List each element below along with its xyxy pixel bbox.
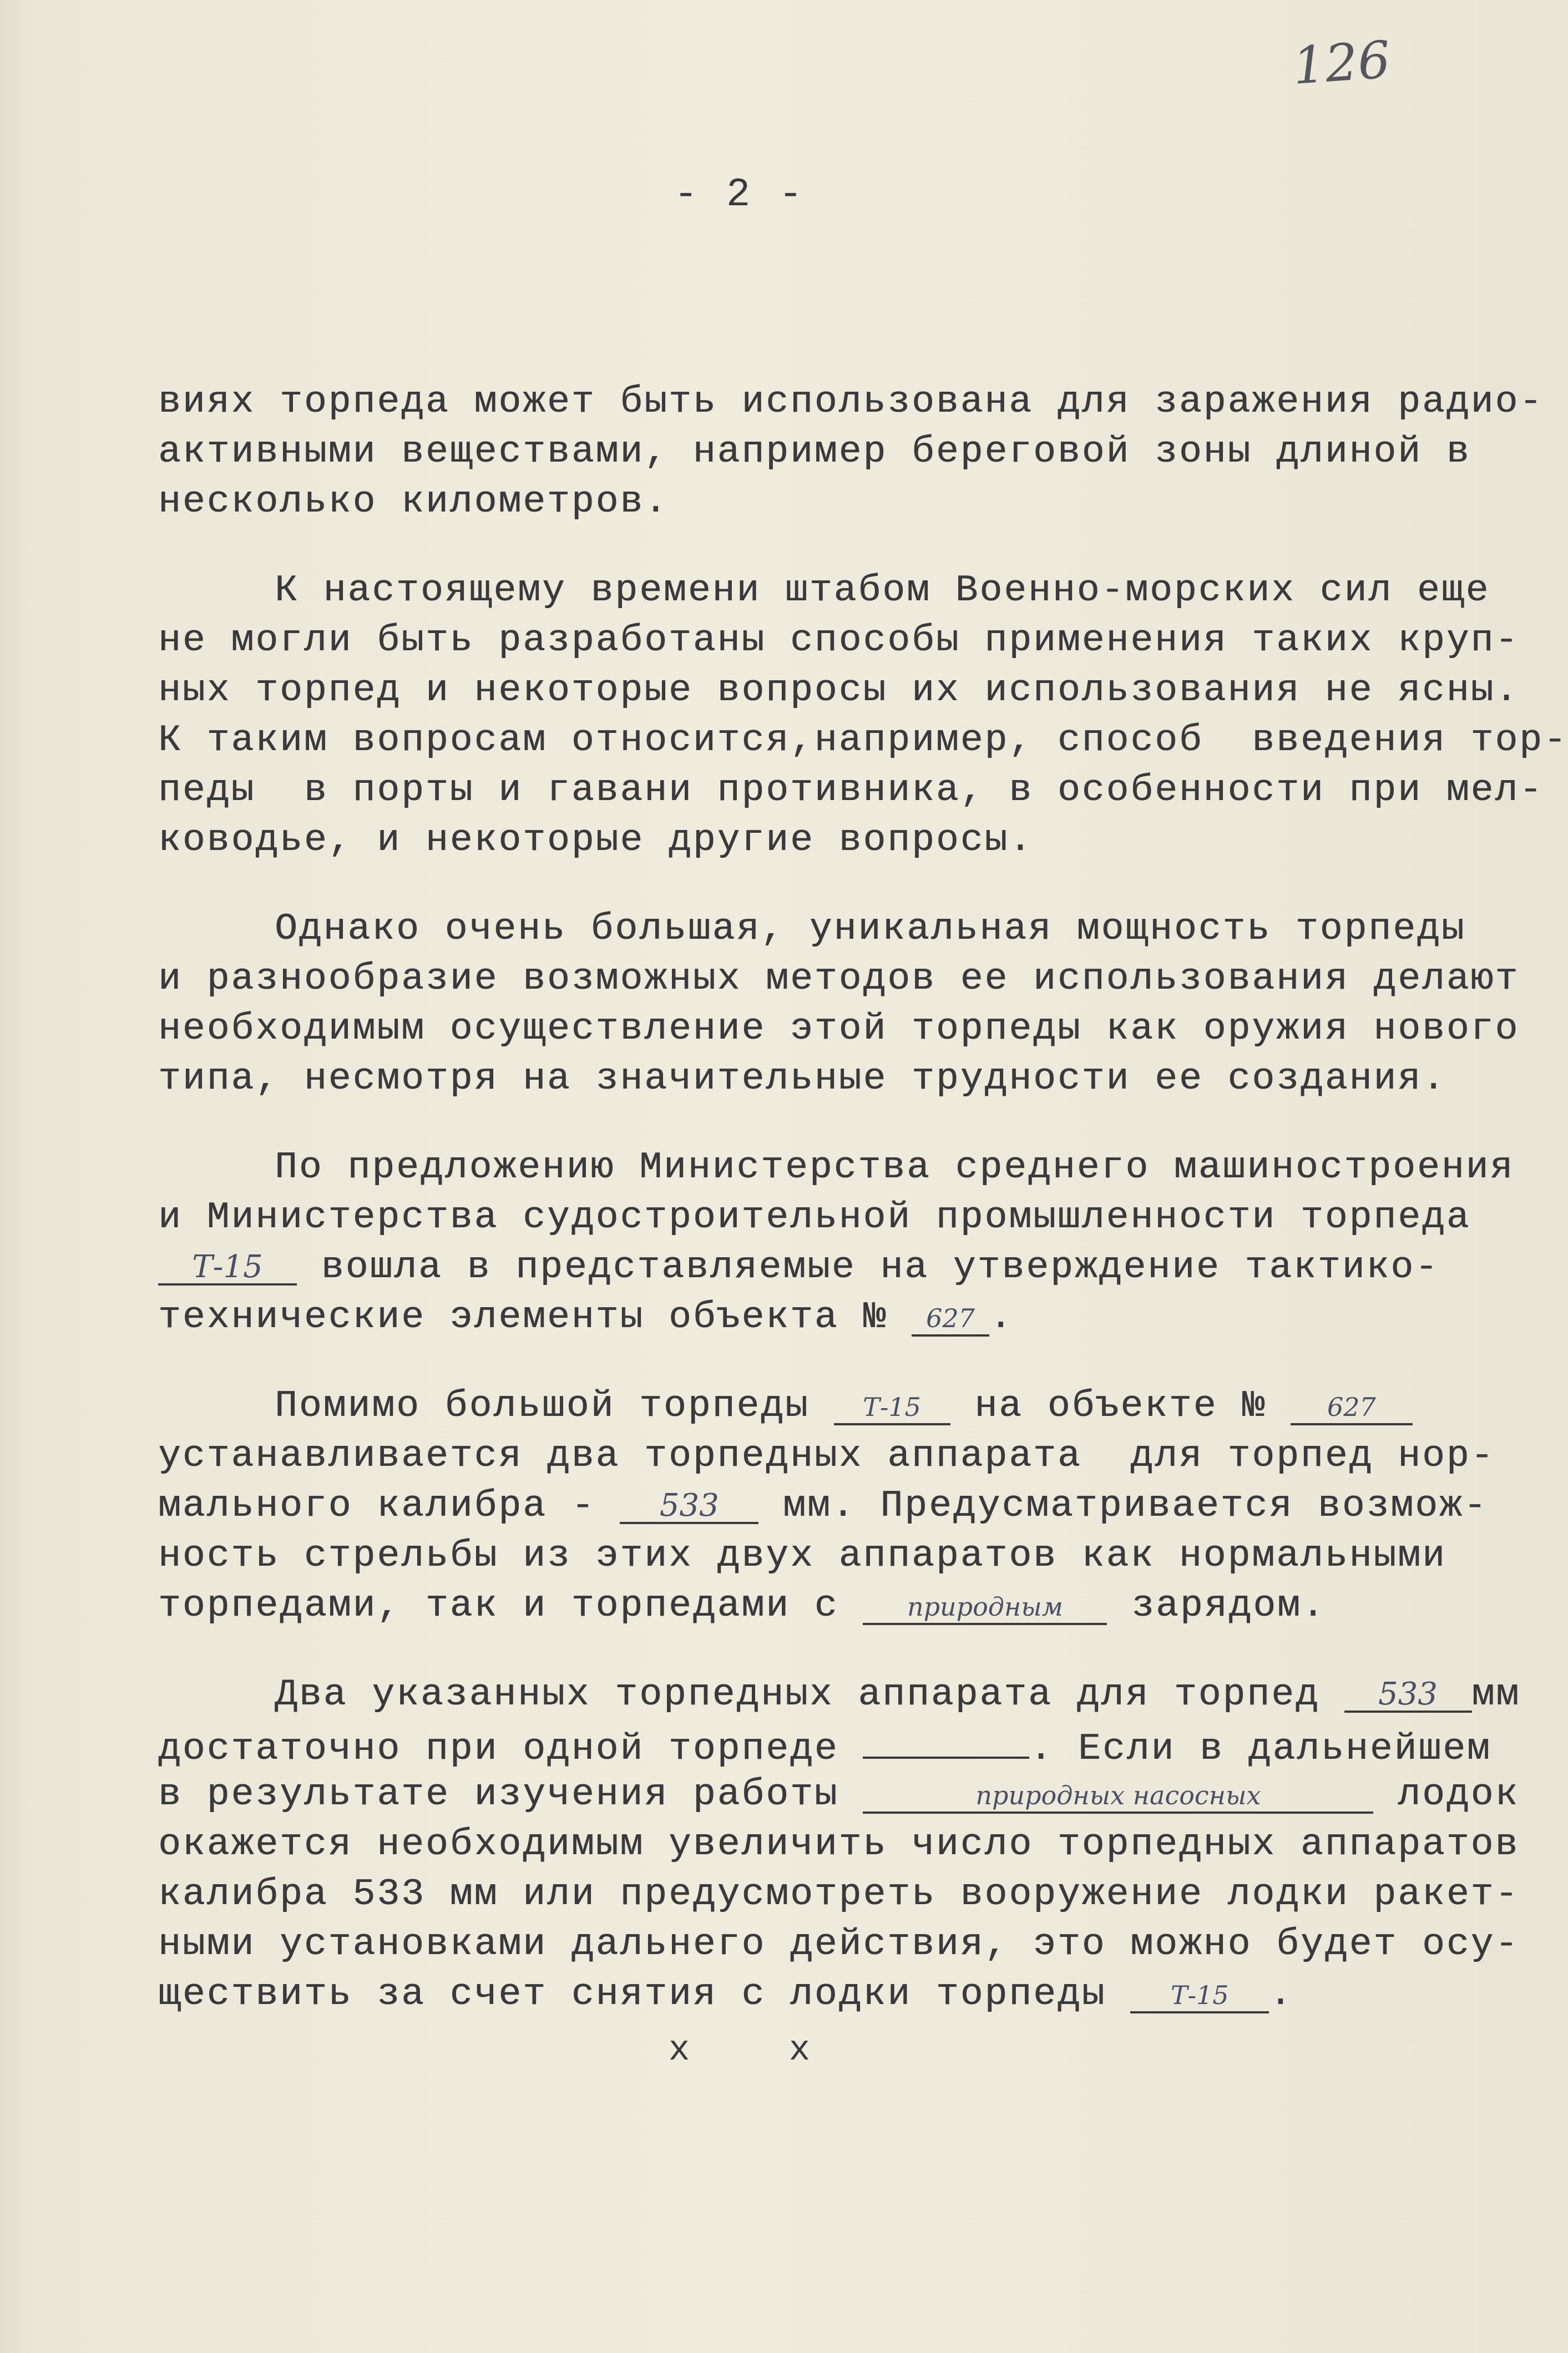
- text-line: [158, 1670, 1521, 1720]
- paragraph-3: [158, 904, 1520, 1104]
- paragraph-5: [158, 1382, 1495, 1631]
- page-number: - 2 -: [674, 172, 805, 217]
- handwritten-fill: Т-15: [1130, 1975, 1269, 2013]
- paragraph-1: [158, 377, 1544, 527]
- text-fragment: мм. Предусматривается возмож-: [758, 1485, 1488, 1527]
- text-line: не могли быть разработаны способы применения таких круп-: [158, 619, 1520, 662]
- handwritten-fill: природным: [863, 1586, 1107, 1625]
- text-line: активными веществами, например береговой зоны длиной в: [158, 431, 1471, 473]
- handwritten-fill: 627: [912, 1298, 989, 1337]
- text-line: педы в порты и гавани противника, в особенности при мел-: [158, 769, 1544, 812]
- text-fragment: технические элементы объекта №: [158, 1296, 912, 1339]
- paragraph-4: [158, 1143, 1515, 1343]
- text-fragment: Помимо большой торпеды: [275, 1385, 834, 1428]
- body-text: [158, 377, 1568, 2020]
- text-line: необходимым осуществление этой торпеды как оружия нового: [158, 1008, 1520, 1050]
- text-line: калибра 533 мм или предусмотреть вооружение лодки ракет-: [158, 1873, 1520, 1916]
- handwritten-fill: природных насосных: [863, 1775, 1373, 1814]
- text-fragment: лодок: [1373, 1773, 1520, 1816]
- text-fragment: .: [989, 1296, 1014, 1339]
- handwritten-fill: 533: [620, 1485, 758, 1524]
- text-fragment: мального калибра -: [158, 1485, 620, 1527]
- text-line: ководье, и некоторые другие вопросы.: [158, 819, 1034, 862]
- end-marks: x x: [668, 2031, 811, 2071]
- text-line: типа, несмотря на значительные трудности ее создания.: [158, 1057, 1446, 1100]
- text-line: устанавливается два торпедных аппарата для торпед нор-: [158, 1435, 1495, 1477]
- text-line: ных торпед и некоторые вопросы их использования не ясны.: [158, 669, 1520, 712]
- text-line: виях торпеда может быть использована для заражения радио-: [158, 381, 1544, 423]
- paragraph-2: [158, 566, 1568, 866]
- text-line: К настоящему времени штабом Военно-морских сил еще: [275, 569, 1490, 612]
- text-line: К таким вопросам относится,например, способ введения тор-: [158, 719, 1568, 762]
- text-line: [158, 1243, 1468, 1293]
- handwritten-fill: Т-15: [158, 1247, 297, 1286]
- text-line: [158, 1581, 1468, 1631]
- text-line: [158, 1481, 1488, 1531]
- text-fragment: зарядом.: [1107, 1585, 1326, 1627]
- folio-number: 126: [1291, 30, 1393, 96]
- text-line: окажется необходимым увеличить число торпедных аппаратов: [158, 1823, 1520, 1866]
- text-fragment: ществить за счет снятия с лодки торпеды: [158, 1973, 1131, 2016]
- text-line: Однако очень большая, уникальная мощность торпеды: [275, 908, 1466, 950]
- text-line: и Министерства судостроительной промышленности торпеда: [158, 1196, 1471, 1239]
- text-fragment: вошла в представляемые на утверждение тактико-: [297, 1246, 1439, 1289]
- text-line: несколько километров.: [158, 480, 669, 523]
- text-fragment: на объекте №: [950, 1385, 1291, 1428]
- text-fragment: в результате изучения работы: [158, 1773, 863, 1816]
- text-fragment: . Если в дальнейшем: [1029, 1728, 1491, 1770]
- text-line: [158, 1720, 1491, 1770]
- handwritten-fill: 533: [1344, 1674, 1472, 1713]
- text-line: [158, 1382, 1468, 1431]
- text-line: и разнообразие возможных методов ее использования делают: [158, 958, 1520, 1000]
- empty-blank-line: [863, 1720, 1029, 1759]
- handwritten-fill: Т-15: [834, 1387, 950, 1425]
- text-line: По предложению Министерства среднего машиностроения: [275, 1146, 1515, 1189]
- text-line: ность стрельбы из этих двух аппаратов как нормальными: [158, 1535, 1446, 1577]
- text-line: [158, 1293, 1468, 1343]
- text-fragment: Два указанных торпедных аппарата для торпед: [275, 1673, 1344, 1716]
- text-fragment: достаточно при одной торпеде: [158, 1728, 863, 1770]
- text-fragment: мм: [1471, 1673, 1521, 1716]
- handwritten-fill: 627: [1291, 1387, 1413, 1425]
- text-fragment: торпедами, так и торпедами с: [158, 1585, 863, 1627]
- paragraph-6: [158, 1670, 1521, 2020]
- text-line: ными установками дальнего действия, это можно будет осу-: [158, 1923, 1520, 1966]
- text-line: [158, 1770, 1520, 1820]
- text-line: [158, 1970, 1468, 2020]
- text-fragment: .: [1269, 1973, 1294, 2016]
